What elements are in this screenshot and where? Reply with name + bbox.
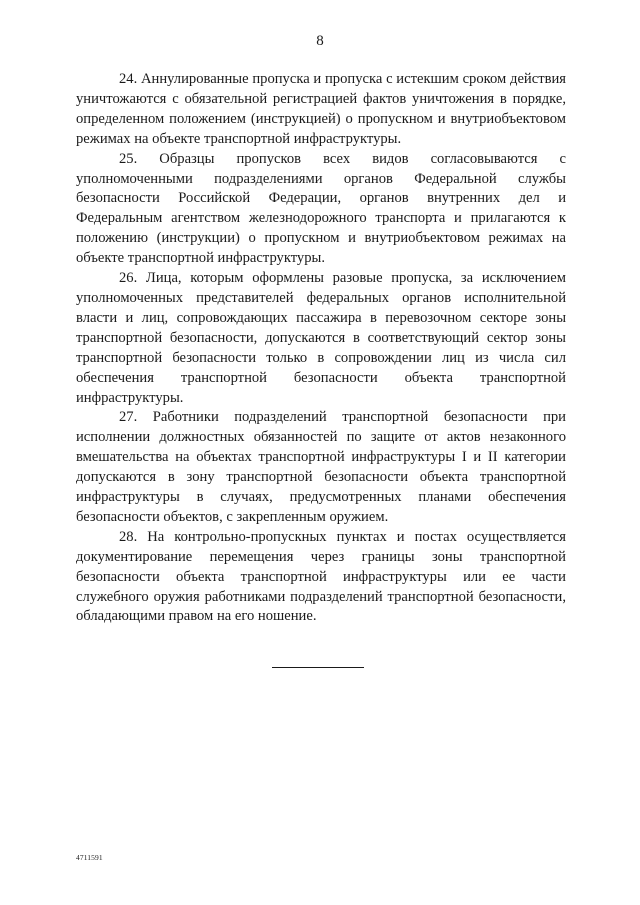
- document-code: 4711591: [76, 853, 103, 862]
- paragraph-28: 28. На контрольно-пропускных пунктах и постах осуществляется документирование перемещения через границы зоны транспортной безопасности объекта транспортной инфраструктуры или ее части служебного оружия работниками подразделений транспортной безопасности, обладающими правом на его ношение.: [76, 528, 566, 625]
- paragraph-26: 26. Лица, которым оформлены разовые пропуска, за исключением уполномоченных представителей федеральных органов исполнительной власти и лиц, сопровождающих пассажира в перевозочном секторе зоны транспортной безопасности, допускаются в соответствующий сектор зоны транспортной безопасности только в сопровождении лиц из числа сил обеспечения транспортной безопасности объекта транспортной инфраструктуры.: [76, 270, 566, 406]
- page-number: 8: [316, 33, 324, 49]
- paragraph-25: 25. Образцы пропусков всех видов согласовываются с уполномоченными подразделениями органов Федеральной службы безопасности Российской Федерации, органов внутренних дел и Федеральным агентством железнодорожного транспорта и прилагаются к положению (инструкции) о пропускном и внутриобъектовом режимах на объекте транспортной инфраструктуры.: [76, 150, 566, 267]
- end-separator-line: [272, 667, 364, 668]
- paragraph-27: 27. Работники подразделений транспортной безопасности при исполнении должностных обязанностей по защите от актов незаконного вмешательства на объектах транспортной инфраструктуры I и II категории допускаются в зону транспортной безопасности объекта транспортной инфраструктуры в случаях, предусмотренных планами обеспечения безопасности объектов, с закрепленным оружием.: [76, 409, 566, 525]
- document-body: [76, 70, 566, 627]
- paragraph-24: 24. Аннулированные пропуска и пропуска с истекшим сроком действия уничтожаются с обязательной регистрацией фактов уничтожения в порядке, определенном положением (инструкцией) о пропускном и внутриобъектовом режимах на объекте транспортной инфраструктуры.: [76, 71, 566, 147]
